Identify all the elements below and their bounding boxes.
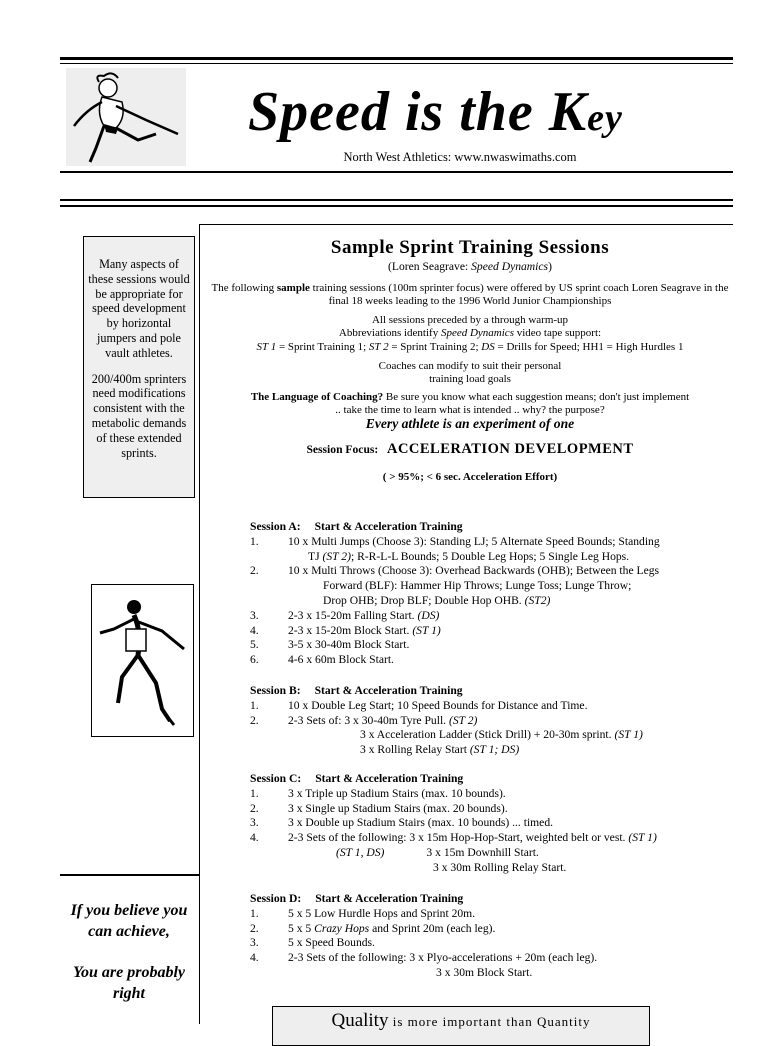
list-item: [250, 638, 730, 653]
item-text: ; R-R-L-L Bounds; 5 Double Leg Hops; 5 Single Leg Hops.: [350, 549, 630, 563]
list-item-cont: [250, 550, 730, 565]
item-text: 2-3 Sets of the following: 3 x 15m Hop-Hop-Start, weighted belt or vest.: [288, 831, 629, 845]
item-ref: (ST 1): [614, 728, 643, 742]
header-top-rule-thick: [60, 57, 733, 60]
list-item-cont: [250, 846, 730, 861]
item-number: 4.: [250, 951, 259, 965]
item-ref: (ST 2): [322, 549, 351, 563]
abbrev-list: [200, 341, 740, 355]
athlete-illustration-box: [91, 584, 194, 737]
quality-word: Quality: [331, 1010, 389, 1031]
abbrev-ds: DS: [481, 340, 495, 353]
list-item: [250, 699, 730, 714]
item-text: 2-3 x 15-20m Falling Start.: [288, 608, 418, 622]
list-item: [250, 624, 730, 639]
item-number: 2.: [250, 713, 259, 727]
header-subtitle: North West Athletics: www.nwaswimaths.com: [343, 150, 577, 164]
list-item: [250, 936, 730, 951]
item-number: 2.: [250, 564, 259, 578]
item-number: 3.: [250, 816, 259, 830]
language-bold: The Language of Coaching?: [250, 391, 384, 404]
item-text: 2-3 x 15-20m Block Start.: [288, 623, 413, 637]
list-item-cont: 3 x 30m Block Start.: [436, 965, 533, 979]
session-b-label: Session B:: [250, 684, 301, 697]
item-ref: (ST 1; DS): [469, 743, 520, 757]
quote-line-1: If you believe you can achieve,: [70, 902, 188, 940]
page-title: [248, 80, 708, 150]
session-b: [250, 684, 730, 758]
item-number: 6.: [250, 653, 259, 667]
list-item: [250, 609, 730, 624]
session-c-heading: [250, 772, 730, 787]
language-text: Be sure you know what each suggestion means; don't just implement .. take the time to learn what is intended .. why? the purpose?: [335, 391, 690, 417]
column-top-rule: [199, 224, 733, 225]
list-item-cont: [250, 728, 730, 743]
quote-top-rule: [60, 874, 199, 876]
item-text: 2-3 Sets of: 3 x 30-40m Tyre Pull.: [288, 713, 449, 727]
byline-post: ): [548, 260, 552, 273]
list-item-cont: Forward (BLF): Hammer Hip Throws; Lunge Toss; Lunge Throw;: [323, 579, 632, 593]
session-d-title: Start & Acceleration Training: [315, 892, 464, 905]
header-top-rule-thin: [60, 63, 733, 64]
section-rule-thin: [60, 205, 733, 207]
session-d-heading: [250, 892, 730, 907]
item-number: 3.: [250, 608, 259, 622]
session-b-title: Start & Acceleration Training: [314, 684, 463, 697]
item-ref: (DS): [417, 608, 440, 622]
list-item-cont: 3 x 30m Rolling Relay Start.: [433, 860, 567, 874]
list-item: [250, 951, 730, 966]
page-title-end: ey: [587, 97, 623, 139]
session-d: [250, 892, 730, 981]
item-text: TJ: [308, 549, 323, 563]
session-a-label: Session A:: [250, 520, 301, 533]
item-text: 4-6 x 60m Block Start.: [288, 653, 394, 667]
coaches-note-2: training load goals: [429, 373, 511, 386]
intro-pre: The following: [211, 281, 277, 294]
item-ref: Crazy Hops: [314, 921, 370, 935]
item-text: 10 x Multi Jumps (Choose 3): Standing LJ; 5 Alternate Speed Bounds; Standing: [288, 534, 660, 548]
intro-post: training sessions (100m sprinter focus) were offered by US sprint coach Loren Seagrave in the final 18 weeks leading to the 1996 World Junior Championships: [309, 281, 729, 308]
item-ref: (ST 1, DS): [336, 845, 385, 859]
list-item: [250, 653, 730, 668]
item-text: 5 x 5: [288, 921, 315, 935]
item-text: 3 x Single up Stadium Stairs (max. 20 bounds).: [288, 801, 508, 815]
item-ref: (ST 1): [412, 623, 441, 637]
session-c: [250, 772, 730, 876]
intro-bold: sample: [276, 281, 310, 294]
warmup-note: All sessions preceded by a through warm-up: [371, 313, 569, 326]
item-text: and Sprint 20m (each leg).: [369, 921, 496, 935]
session-a: [250, 520, 730, 668]
list-item: [250, 535, 730, 550]
sidebar-note: [83, 236, 195, 498]
session-a-heading: [250, 520, 730, 535]
section-title: Sample Sprint Training Sessions: [330, 237, 610, 258]
item-number: 4.: [250, 623, 259, 637]
item-number: 4.: [250, 831, 259, 845]
language-note: [200, 391, 740, 417]
quality-rest: is more important than Quantity: [388, 1014, 591, 1029]
coaches-note-1: Coaches can modify to suit their personal: [378, 360, 562, 373]
item-text: 10 x Multi Throws (Choose 3): Overhead Backwards (OHB); Between the Legs: [288, 564, 660, 578]
item-ref: (ST 1): [628, 831, 657, 845]
session-d-label: Session D:: [250, 892, 302, 905]
item-number: 3.: [250, 936, 259, 950]
list-item: [250, 816, 730, 831]
abbrev-st2: ST 2: [368, 340, 389, 353]
list-item-cont: [250, 594, 730, 609]
byline-pre: (Loren Seagrave:: [388, 260, 472, 273]
session-focus-label: Session Focus:: [306, 443, 379, 457]
item-text: 3 x Double up Stadium Stairs (max. 10 bounds) ... timed.: [288, 816, 554, 830]
list-item: [250, 907, 730, 922]
byline-book: Speed Dynamics: [471, 260, 549, 273]
abbrev-st1-text: = Sprint Training 1;: [276, 340, 369, 353]
list-item: [250, 922, 730, 937]
main-intro: [200, 236, 740, 485]
session-focus: [200, 442, 740, 458]
item-ref: (ST2): [524, 593, 551, 607]
item-text: 5 x Speed Bounds.: [288, 936, 375, 950]
effort-note: ( > 95%; < 6 sec. Acceleration Effort): [382, 470, 558, 483]
item-text: 3 x Triple up Stadium Stairs (max. 10 bounds).: [288, 786, 506, 800]
quality-callout: [272, 1006, 650, 1046]
item-text: 2-3 Sets of the following: 3 x Plyo-accelerations + 20m (each leg).: [288, 951, 598, 965]
item-number: 1.: [250, 698, 259, 712]
list-item: [250, 802, 730, 817]
abbrev-st2-text: = Sprint Training 2;: [388, 340, 482, 353]
session-a-title: Start & Acceleration Training: [314, 520, 463, 533]
quote-line-2: You are probably right: [73, 964, 185, 1002]
byline: [200, 260, 740, 275]
sidebar-note-para-2: 200/400m sprinters need modifications consistent with the metabolic demands of these extended sprints.: [91, 371, 187, 460]
motivational-quote: [60, 900, 198, 1004]
intro-paragraph: [200, 282, 740, 309]
item-number: 1.: [250, 534, 259, 548]
abbrev-pre: Abbreviations identify: [338, 327, 441, 340]
session-c-title: Start & Acceleration Training: [315, 772, 464, 785]
abbrev-ds-text: = Drills for Speed; HH1 = High Hurdles 1: [494, 340, 684, 353]
session-b-heading: [250, 684, 730, 699]
runner-logo: [66, 68, 186, 166]
item-number: 2.: [250, 801, 259, 815]
abbrev-st1: ST 1: [256, 340, 277, 353]
item-ref: (ST 2): [448, 713, 478, 727]
item-text: 3 x Acceleration Ladder (Stick Drill) + 20-30m sprint.: [360, 728, 615, 742]
runner-illustration-icon: [66, 68, 186, 166]
item-text: 3 x Rolling Relay Start: [360, 743, 470, 757]
item-text: 5 x 5 Low Hurdle Hops and Sprint 20m.: [288, 906, 476, 920]
section-rule-thick: [60, 199, 733, 201]
experiment-line: Every athlete is an experiment of one: [365, 416, 575, 432]
item-text: 3 x 15m Downhill Start.: [426, 845, 539, 859]
abbrev-note: [200, 327, 740, 341]
abbrev-post: video tape support:: [513, 327, 602, 340]
sprinter-illustration-icon: [92, 585, 193, 736]
sidebar-note-para-1: Many aspects of these sessions would be appropriate for speed development by horizontal jumpers and pole vault athletes.: [88, 257, 190, 360]
list-item: [250, 787, 730, 802]
session-c-label: Session C:: [250, 772, 302, 785]
session-focus-value: ACCELERATION DEVELOPMENT: [386, 441, 634, 458]
item-text: Drop OHB; Drop BLF; Double Hop OHB.: [323, 593, 525, 607]
item-number: 5.: [250, 638, 259, 652]
list-item-cont: [250, 743, 730, 758]
page-title-main: Speed is the K: [248, 81, 588, 143]
abbrev-book: Speed Dynamics: [440, 327, 514, 340]
list-item: [250, 714, 730, 729]
header-bottom-rule: [60, 171, 733, 173]
item-text: 3-5 x 30-40m Block Start.: [288, 638, 410, 652]
item-number: 2.: [250, 921, 259, 935]
item-number: 1.: [250, 906, 259, 920]
list-item: [250, 564, 730, 579]
list-item: [250, 831, 730, 846]
item-number: 1.: [250, 786, 259, 800]
item-text: 10 x Double Leg Start; 10 Speed Bounds for Distance and Time.: [288, 698, 588, 712]
